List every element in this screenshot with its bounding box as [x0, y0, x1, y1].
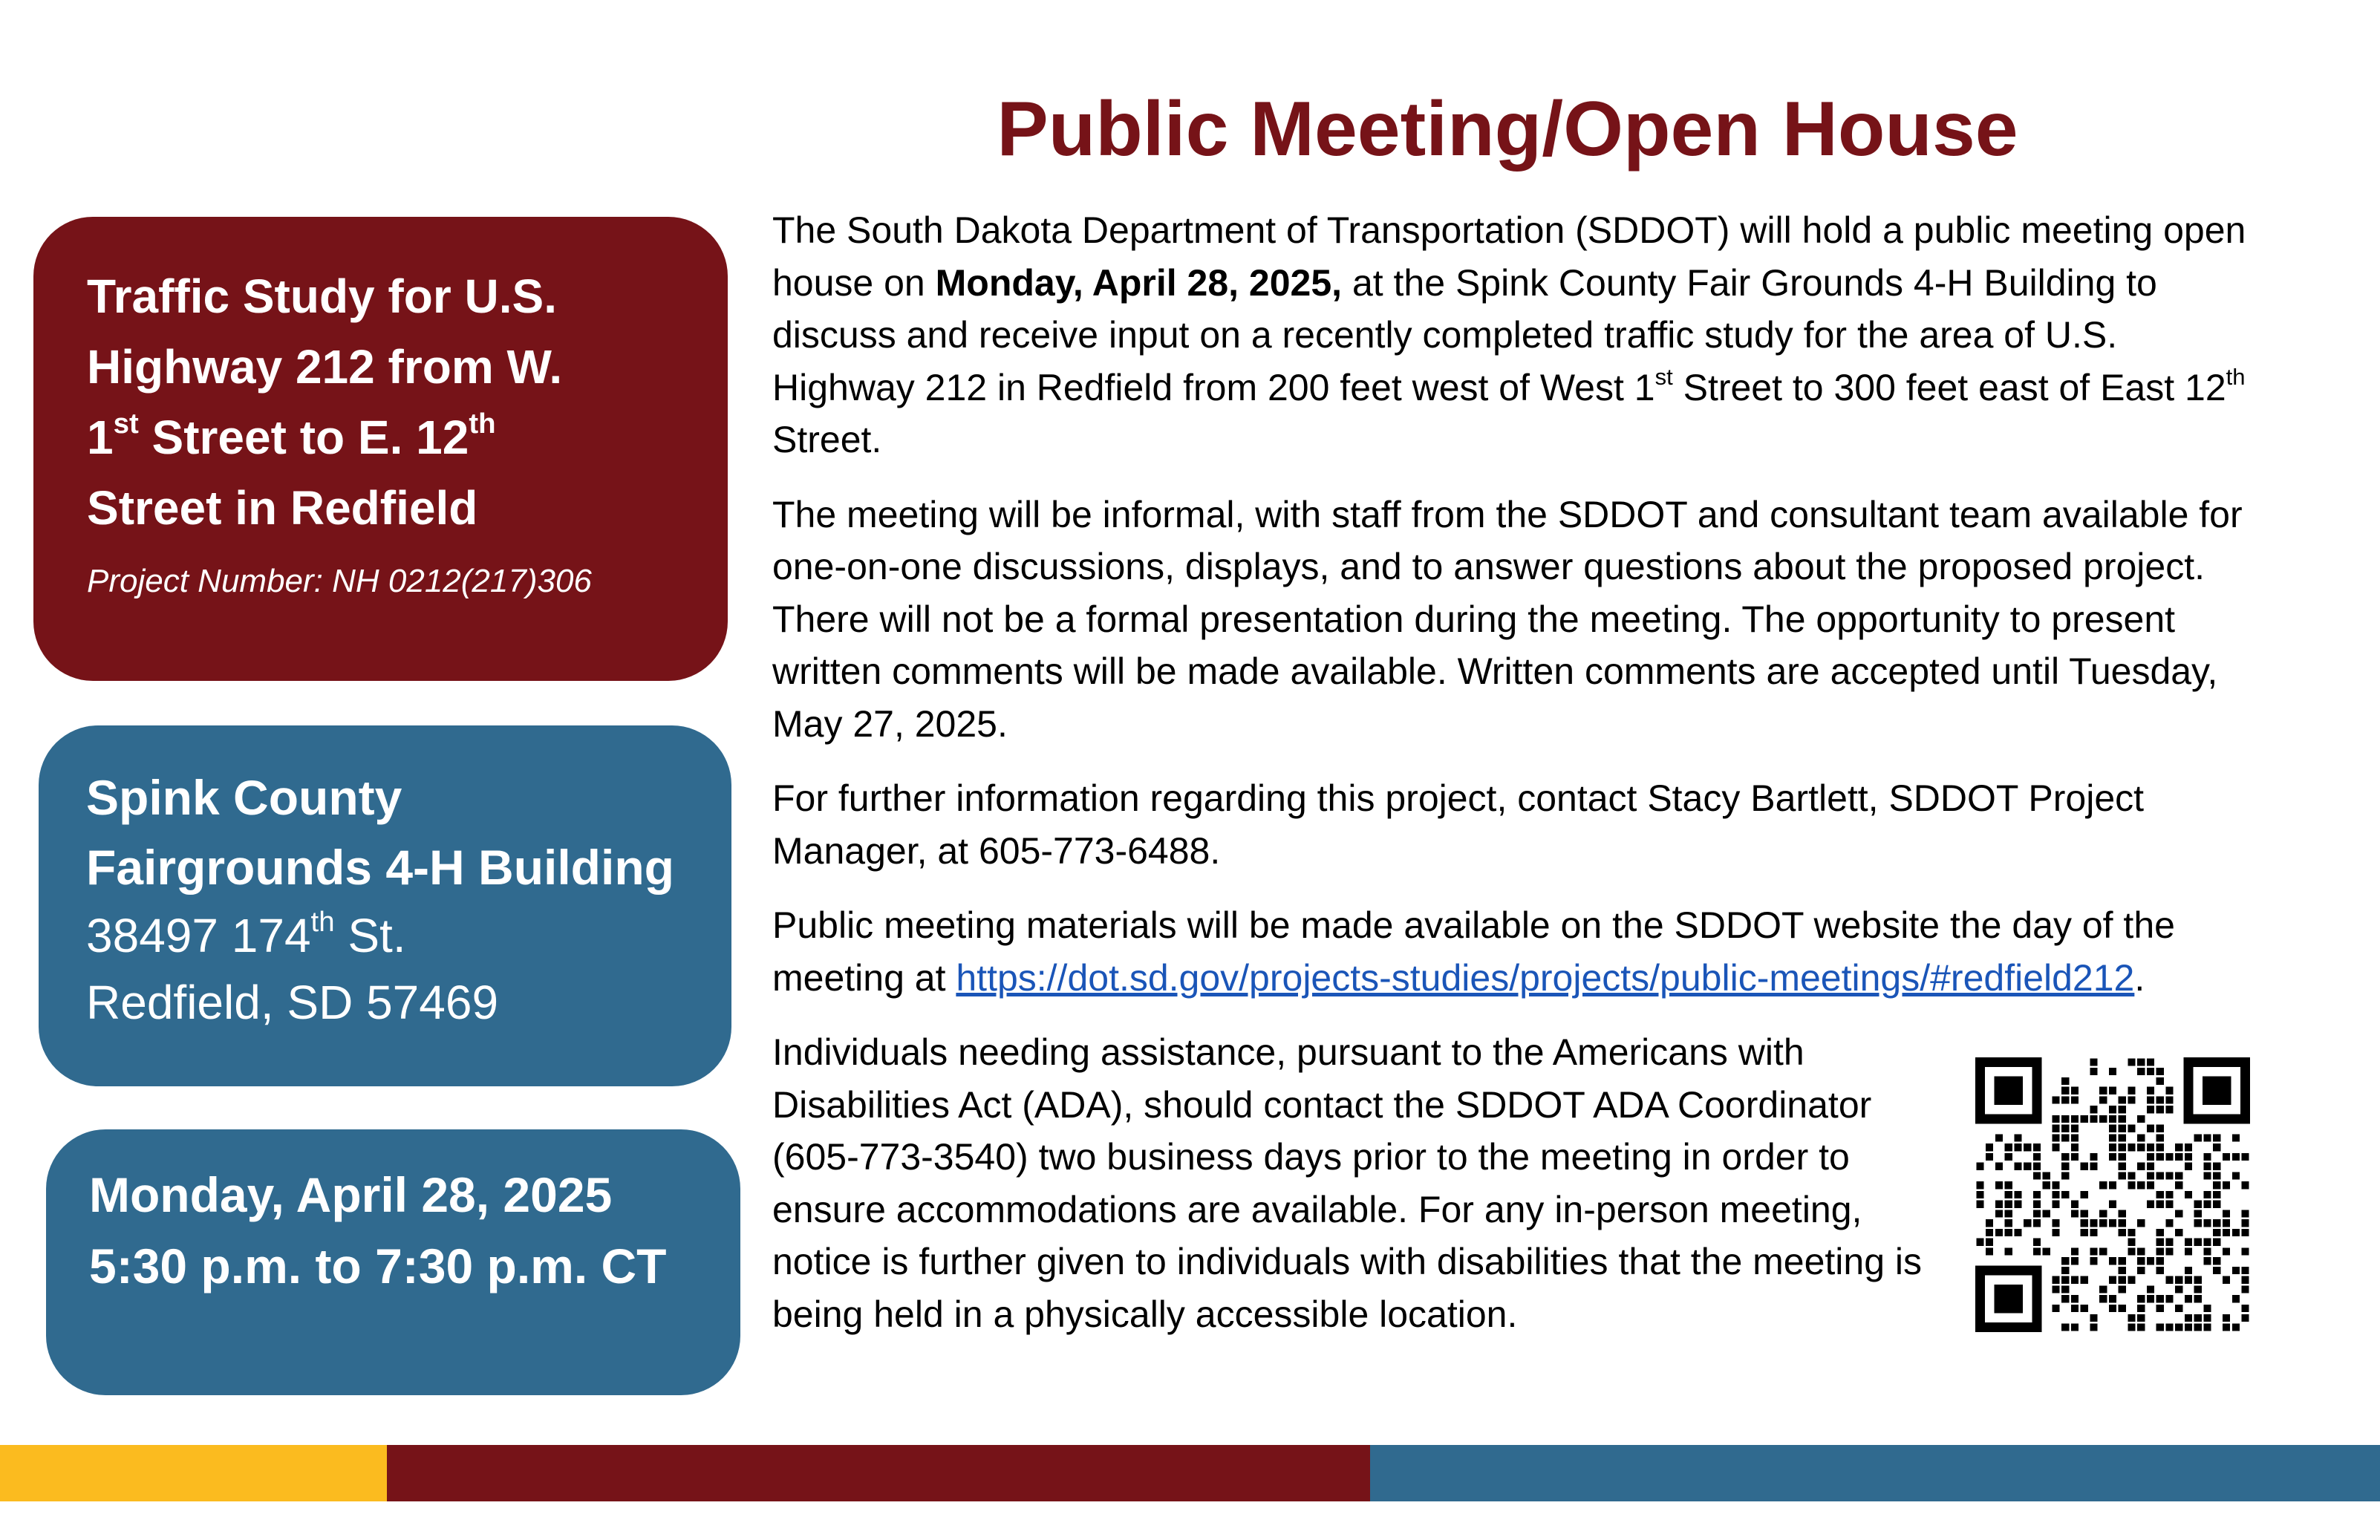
paragraph-materials [772, 899, 2257, 1004]
venue-address [86, 902, 709, 969]
page-title: Public Meeting/Open House [997, 86, 2018, 172]
ordinal-suffix: th [2226, 363, 2246, 390]
ordinal-suffix: th [310, 905, 335, 938]
paragraph-contact: For further information regarding this project, contact Stacy Bartlett, SDDOT Project Manager, at 605-773-6488. [772, 777, 2145, 872]
footer-bar-blue [1370, 1445, 2380, 1501]
paragraph-ada: Individuals needing assistance, pursuant to the Americans with Disabilities Act (ADA), should contact the SDDOT ADA Coordinator (605-773-3540) two business days prior to the meeting in order to ensure accommodations are available. For any in-person meeting, notice is further given to individuals with disabilities that the meeting is being held in a physically accessible location. [772, 1031, 1923, 1335]
meeting-date-inline: Monday, April 28, 2025, [935, 261, 1343, 304]
paragraph-format: The meeting will be informal, with staff from the SDDOT and consultant team available for one-on-one discussions, displays, and to answer questions about the proposed project. There will not be a formal presentation during the meeting. The opportunity to present written comments will be made available. Written comments are accepted until Tuesday, May 27, 2025. [772, 493, 2243, 745]
project-title-line: Traffic Study for U.S. [87, 270, 557, 323]
project-title-text: Street to E. 12 [138, 411, 469, 464]
meeting-time: 5:30 p.m. to 7:30 p.m. CT [89, 1239, 667, 1293]
project-title-line: Street in Redfield [87, 481, 478, 535]
footer-bar-gold [0, 1445, 387, 1501]
venue-name-line: Spink County [86, 770, 402, 825]
qr-code-icon[interactable] [1975, 1057, 2250, 1332]
paragraph-intro [772, 204, 2257, 466]
date-time-box [46, 1129, 740, 1395]
paragraph-text: Street to 300 feet east of East 12 [1672, 366, 2226, 408]
street-address: 38497 174 [86, 909, 311, 962]
location-box [39, 725, 731, 1086]
street-address: St. [334, 909, 406, 962]
footer-bar-maroon [387, 1445, 1370, 1501]
venue-name [86, 763, 709, 902]
project-number: Project Number: NH 0212(217)306 [87, 563, 592, 599]
meeting-materials-link[interactable]: https://dot.sd.gov/projects-studies/projects/public-meetings/#redfield212 [956, 956, 2135, 999]
ordinal-suffix: st [113, 407, 139, 440]
ordinal-suffix: th [469, 407, 496, 440]
project-title-line: Highway 212 from W. [87, 340, 563, 394]
paragraph-text: Street. [772, 419, 882, 460]
project-title [87, 261, 698, 544]
project-title-text: 1 [87, 411, 114, 464]
project-info-box [33, 217, 728, 681]
qr-code-graphic [1975, 1057, 2250, 1332]
paragraph-text: Public meeting materials will be made available on the SDDOT website the day of the meeting at [772, 904, 2175, 999]
meeting-date: Monday, April 28, 2025 [89, 1167, 613, 1222]
paragraph-text: . [2134, 956, 2145, 999]
paragraph-text: at the Spink County Fair Grounds 4-H Building to discuss and receive input on a recently completed traffic study for the area of U.S. Highway 212 in Redfield from 200 feet west of West 1 [772, 261, 2157, 408]
paragraph-text: The South Dakota Department of Transportation (SDDOT) will hold a public meeting open house on [772, 209, 2246, 304]
ordinal-suffix: st [1654, 363, 1673, 390]
project-title-line [87, 402, 698, 473]
venue-city: Redfield, SD 57469 [86, 976, 499, 1029]
venue-name-line: Fairgrounds 4-H Building [86, 840, 674, 895]
